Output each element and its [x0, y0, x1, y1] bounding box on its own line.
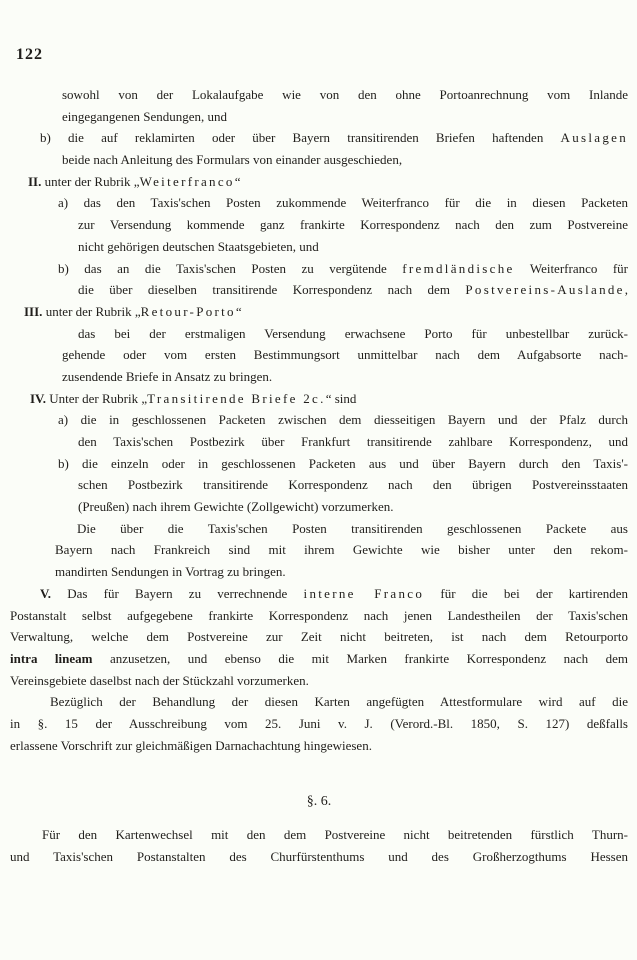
- text-line: [28, 171, 628, 193]
- emphasized-text: Retour-Porto: [140, 303, 236, 319]
- emphasized-text: Postvereins-Auslande: [465, 282, 625, 298]
- text-segment: das bei der erstmaligen Versendung erwachsene Porto für unbestellbar zurück-: [78, 325, 628, 341]
- text-line: [10, 791, 628, 813]
- text-segment: Für den Kartenwechsel mit den dem Postvereine nicht beitretenden fürstlich Thurn-: [42, 827, 628, 842]
- page-number: 122: [16, 46, 43, 63]
- emphasized-text: interne Franco: [303, 585, 425, 601]
- text-segment: und Taxis'schen Postanstalten des Churfürstenthums und des Großherzogthums Hessen: [10, 848, 628, 864]
- text-segment: zur Versendung kommende ganz frankirte Korrespondenz nach den zum Postvereine: [78, 217, 628, 233]
- text-segment: Die über die Taxis'schen Posten transitirenden geschlossenen Packete aus: [77, 520, 628, 536]
- text-segment: für die bei der kartirenden: [424, 585, 628, 601]
- text-segment: den Taxis'schen Postbezirk über Frankfurt transitirende zahlbare Korrespondenz, und: [78, 434, 628, 449]
- text-segment: sowohl von der Lokalaufgabe wie von den ohne Portoanrechnung vom Inlande: [62, 87, 628, 102]
- text-line: [62, 366, 628, 388]
- section-II: [10, 171, 628, 301]
- text-line: [78, 279, 628, 301]
- emphasized-text: Auslagen: [560, 130, 628, 146]
- text-line: [10, 605, 628, 627]
- text-segment: die über dieselben transitirende Korrespondenz nach dem: [78, 282, 466, 298]
- text-segment: Weiterfranco für: [514, 260, 628, 276]
- text-line: [58, 409, 628, 431]
- paragraph-continuation: [10, 84, 628, 127]
- text-line: [58, 258, 628, 280]
- text-line: [62, 84, 628, 106]
- text-line: [62, 149, 628, 171]
- text-line: [55, 561, 628, 583]
- text-segment: ,: [624, 282, 628, 298]
- text-segment: (Preußen) nach ihrem Gewichte (Zollgewicht) vorzumerken.: [78, 499, 394, 515]
- text-line: [55, 539, 628, 561]
- text-line: [10, 846, 628, 868]
- text-segment: Unter der Rubrik „: [49, 390, 148, 406]
- text-line: [62, 106, 628, 128]
- bold-text: intra lineam: [10, 650, 93, 666]
- text-line: [10, 648, 628, 670]
- text-segment: b) das an die Taxis'schen Posten zu vergütende: [58, 260, 403, 276]
- list-item-b: [10, 127, 628, 170]
- section-V: [10, 583, 628, 691]
- closing-paragraph: [10, 691, 628, 756]
- text-segment: Das für Bayern zu verrechnende: [67, 585, 304, 601]
- text-line: [58, 192, 628, 214]
- text-line: [50, 691, 628, 713]
- text-segment: §. 6.: [306, 794, 332, 810]
- emphasized-text: Transitirende Briefe 2c.: [147, 390, 326, 406]
- text-line: [78, 323, 628, 345]
- bold-text: II.: [28, 173, 45, 189]
- text-segment: schen Postbezirk transitirende Korrespondenz nach den übrigen Postvereinsstaaten: [78, 477, 628, 493]
- text-segment: a) das den Taxis'schen Posten zukommende Weiterfranco für die in diesen Packeten: [58, 195, 628, 211]
- paragraph-section-6: [10, 824, 628, 867]
- text-segment: Vereinsgebiete daselbst nach der Stückzahl vorzumerken.: [10, 672, 309, 688]
- bold-text: V.: [40, 585, 68, 601]
- text-line: [58, 453, 628, 475]
- text-line: [10, 626, 628, 648]
- text-line: [24, 301, 628, 323]
- text-line: [42, 824, 628, 846]
- emphasized-text: fremdländische: [402, 260, 515, 276]
- text-segment: zusendende Briefe in Ansatz zu bringen.: [62, 368, 273, 384]
- text-segment: b) die einzeln oder in geschlossenen Packeten aus und über Bayern durch den Taxis'-: [58, 455, 628, 471]
- text-segment: eingegangenen Sendungen, und: [62, 108, 227, 124]
- section-heading-6: [10, 791, 628, 813]
- text-line: [77, 518, 628, 540]
- text-segment: Postanstalt selbst aufgegebene frankirte Korrespondenz nach jenen Landestheilen der Taxis'schen: [10, 607, 628, 623]
- text-segment: “: [234, 173, 241, 189]
- emphasized-text: Weiterfranco: [139, 173, 235, 189]
- text-segment: unter der Rubrik „: [44, 173, 140, 189]
- text-line: [78, 214, 628, 236]
- text-line: [62, 344, 628, 366]
- text-segment: b) die auf reklamirten oder über Bayern transitirenden Briefen haftenden: [40, 130, 561, 146]
- text-segment: anzusetzen, und ebenso die mit Marken frankirte Korrespondenz nach dem: [92, 650, 628, 666]
- section-IV: [10, 388, 628, 583]
- text-line: [30, 388, 628, 410]
- text-segment: a) die in geschlossenen Packeten zwischen dem diesseitigen Bayern und der Pfalz durch: [58, 412, 628, 428]
- text-segment: “: [235, 303, 242, 319]
- text-line: [10, 735, 628, 757]
- text-segment: erlassene Vorschrift zur gleichmäßigen Darnachachtung hingewiesen.: [10, 737, 372, 753]
- text-segment: beide nach Anleitung des Formulars von einander ausgeschieden,: [62, 152, 403, 168]
- bold-text: III.: [24, 303, 46, 319]
- text-line: [10, 670, 628, 692]
- text-line: [78, 236, 628, 258]
- text-segment: unter der Rubrik „: [45, 303, 141, 319]
- text-segment: “ sind: [325, 390, 357, 406]
- text-line: [40, 583, 628, 605]
- text-line: [78, 496, 628, 518]
- text-line: [10, 713, 628, 735]
- text-segment: gehende oder vom ersten Bestimmungsort unmittelbar nach dem Aufgabsorte nach-: [62, 347, 628, 363]
- text-segment: Bayern nach Frankreich sind mit ihrem Gewichte wie bisher unter den rekom-: [55, 542, 628, 558]
- text-segment: Verwaltung, welche dem Postvereine zur Zeit nicht beitreten, ist nach dem Retourporto: [10, 629, 628, 645]
- text-segment: nicht gehörigen deutschen Staatsgebieten, und: [78, 238, 319, 254]
- section-III: [10, 301, 628, 388]
- text-segment: mandirten Sendungen in Vortrag zu bringen.: [55, 564, 286, 580]
- text-segment: Bezüglich der Behandlung der diesen Karten angefügten Attestformulare wird auf die: [50, 694, 628, 710]
- text-line: [78, 474, 628, 496]
- text-line: [40, 127, 628, 149]
- text-segment: in §. 15 der Ausschreibung vom 25. Juni v. J. (Verord.-Bl. 1850, S. 127) deßfalls: [10, 715, 628, 731]
- page-body: [10, 84, 628, 867]
- bold-text: IV.: [30, 390, 50, 406]
- text-line: [78, 431, 628, 453]
